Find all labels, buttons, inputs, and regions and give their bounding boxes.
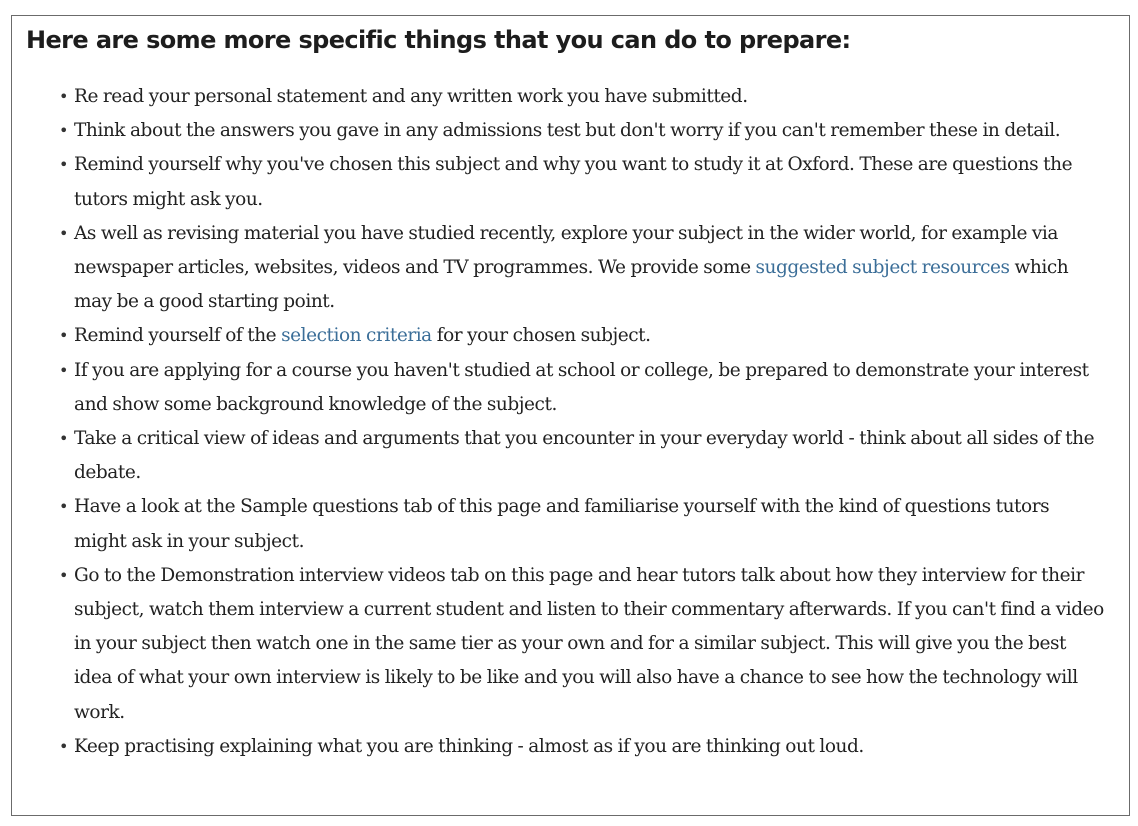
section-heading: Here are some more specific things that you can do to prepare: xyxy=(26,26,851,54)
bullet-icon: • xyxy=(59,326,68,346)
list-item-text: Keep practising explaining what you are thinking - almost as if you are thinking out loud. xyxy=(74,735,864,757)
preparation-list xyxy=(12,80,1104,764)
bullet-icon: • xyxy=(59,497,68,517)
bullet-icon: • xyxy=(59,429,68,449)
bullet-icon: • xyxy=(59,223,68,243)
list-item-text: Remind yourself of the xyxy=(74,325,282,347)
bullet-icon: • xyxy=(59,360,68,380)
selection-criteria-link[interactable]: selection criteria xyxy=(281,325,432,347)
bullet-icon: • xyxy=(59,565,68,585)
list-item-text: If you are applying for a course you haven't studied at school or college, be prepared to demonstrate your interest and show some background knowledge of the subject. xyxy=(74,359,1089,415)
list-item-text: Think about the answers you gave in any admissions test but don't worry if you can't remember these in detail. xyxy=(74,120,1061,142)
list-item xyxy=(12,80,1104,114)
bullet-icon: • xyxy=(59,87,68,106)
list-item xyxy=(12,148,1104,216)
list-item-text: Go to the Demonstration interview videos tab on this page and hear tutors talk about how they interview for their subject, watch them interview a current student and listen to their commentary afterwards. If you can't find a video in your subject then watch one in the same tier as your own and for a similar subject. This will give you the best idea of what your own interview is likely to be like and you will also have a chance to see how the technology will work. xyxy=(74,564,1104,723)
list-item xyxy=(12,354,1104,422)
list-item xyxy=(12,422,1104,490)
list-item xyxy=(12,559,1104,730)
content-panel xyxy=(11,15,1130,816)
bullet-icon: • xyxy=(59,121,68,141)
list-item-text: for your chosen subject. xyxy=(431,325,651,347)
list-item-text: Re read your personal statement and any written work you have submitted. xyxy=(74,86,748,107)
list-item-text: Have a look at the Sample questions tab of this page and familiarise yourself with the kind of questions tutors might ask in your subject. xyxy=(74,496,1050,552)
list-item xyxy=(12,490,1104,558)
list-item-text: Take a critical view of ideas and arguments that you encounter in your everyday world - think about all sides of the debate. xyxy=(74,428,1095,484)
list-item xyxy=(12,114,1104,148)
bullet-icon: • xyxy=(59,736,68,756)
list-item-text: Remind yourself why you've chosen this subject and why you want to study it at Oxford. These are questions the tutors might ask you. xyxy=(74,154,1073,210)
suggested-subject-resources-link[interactable]: suggested subject resources xyxy=(755,257,1010,279)
list-item xyxy=(12,217,1104,320)
list-item xyxy=(12,319,1104,353)
bullet-icon: • xyxy=(59,155,68,175)
list-item-text: As well as revising material you have studied recently, explore your subject in the wider world, for example via newspaper articles, websites, videos and TV programmes. We provide some xyxy=(74,222,1058,279)
list-item-text: which may be a good starting point. xyxy=(74,257,1069,313)
list-item xyxy=(12,730,1104,764)
